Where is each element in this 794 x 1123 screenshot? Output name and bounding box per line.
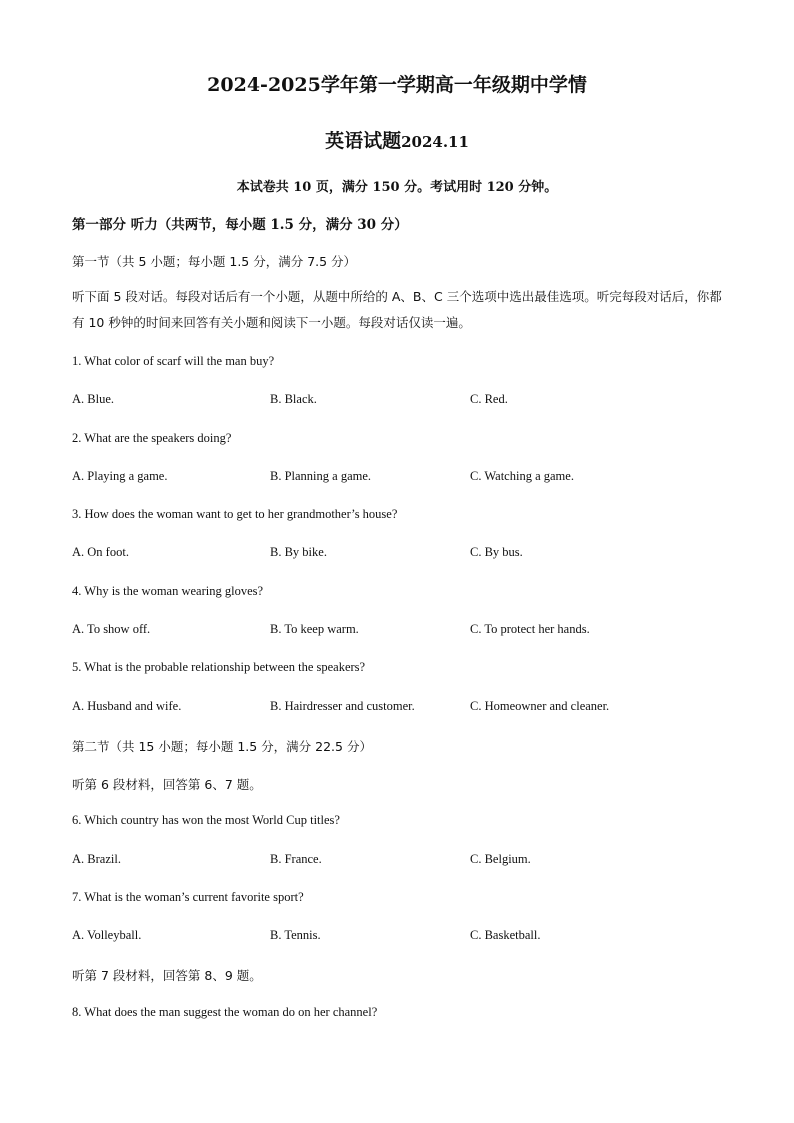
option-c: C. To protect her hands. — [470, 622, 590, 636]
option-b: B. Tennis. — [270, 928, 321, 942]
option-c: C. Basketball. — [470, 928, 541, 942]
option-a: A. Playing a game. — [72, 469, 168, 483]
option-b: B. Black. — [270, 392, 317, 406]
section1-heading: 第一节（共 5 小题；每小题 1.5 分，满分 7.5 分） — [72, 254, 357, 269]
option-a: A. Volleyball. — [72, 928, 142, 942]
exam-subtitle — [0, 126, 794, 153]
exam-title: 2024-2025学年第一学期高一年级期中学情 — [207, 74, 587, 96]
passage-instruction: 听第 6 段材料，回答第 6、7 题。 — [72, 777, 262, 792]
option-b: B. Hairdresser and customer. — [270, 699, 415, 713]
passage-instruction: 听第 7 段材料，回答第 8、9 题。 — [72, 968, 262, 983]
section2-heading: 第二节（共 15 小题；每小题 1.5 分，满分 22.5 分） — [72, 739, 372, 754]
question-stem: 6. Which country has won the most World Cup titles? — [72, 813, 340, 827]
option-c: C. By bus. — [470, 545, 523, 559]
exam-info: 本试卷共 10 页，满分 150 分。考试用时 120 分钟。 — [236, 180, 558, 195]
part1-heading: 第一部分 听力（共两节，每小题 1.5 分，满分 30 分） — [72, 217, 408, 233]
exam-date: 2024.11 — [401, 133, 469, 151]
subject-title: 英语试题 — [325, 130, 402, 152]
option-c: C. Watching a game. — [470, 469, 574, 483]
question-stem: 2. What are the speakers doing? — [72, 431, 232, 445]
option-a: A. To show off. — [72, 622, 151, 636]
option-b: B. By bike. — [270, 545, 327, 559]
section1-instructions: 听下面 5 段对话。每段对话后有一个小题，从题中所给的 A、B、C 三个选项中选出最佳选项。听完每段对话后，你都有 10 秒钟的时间来回答有关小题和阅读下一小题。每段对话仅读一遍。 — [72, 289, 722, 330]
option-a: A. Husband and wife. — [72, 699, 182, 713]
option-c: C. Red. — [470, 392, 508, 406]
option-a: A. Blue. — [72, 392, 115, 406]
option-c: C. Homeowner and cleaner. — [470, 699, 610, 713]
option-a: A. Brazil. — [72, 852, 121, 866]
question-stem: 1. What color of scarf will the man buy? — [72, 354, 275, 368]
option-b: B. France. — [270, 852, 322, 866]
question-stem: 5. What is the probable relationship between the speakers? — [72, 660, 366, 674]
question-stem: 3. How does the woman want to get to her grandmother’s house? — [72, 507, 398, 521]
question-stem: 8. What does the man suggest the woman do on her channel? — [72, 1005, 378, 1019]
question-stem: 4. Why is the woman wearing gloves? — [72, 584, 264, 598]
option-b: B. Planning a game. — [270, 469, 372, 483]
question-stem: 7. What is the woman’s current favorite sport? — [72, 890, 304, 904]
option-c: C. Belgium. — [470, 852, 531, 866]
option-b: B. To keep warm. — [270, 622, 359, 636]
option-a: A. On foot. — [72, 545, 129, 559]
